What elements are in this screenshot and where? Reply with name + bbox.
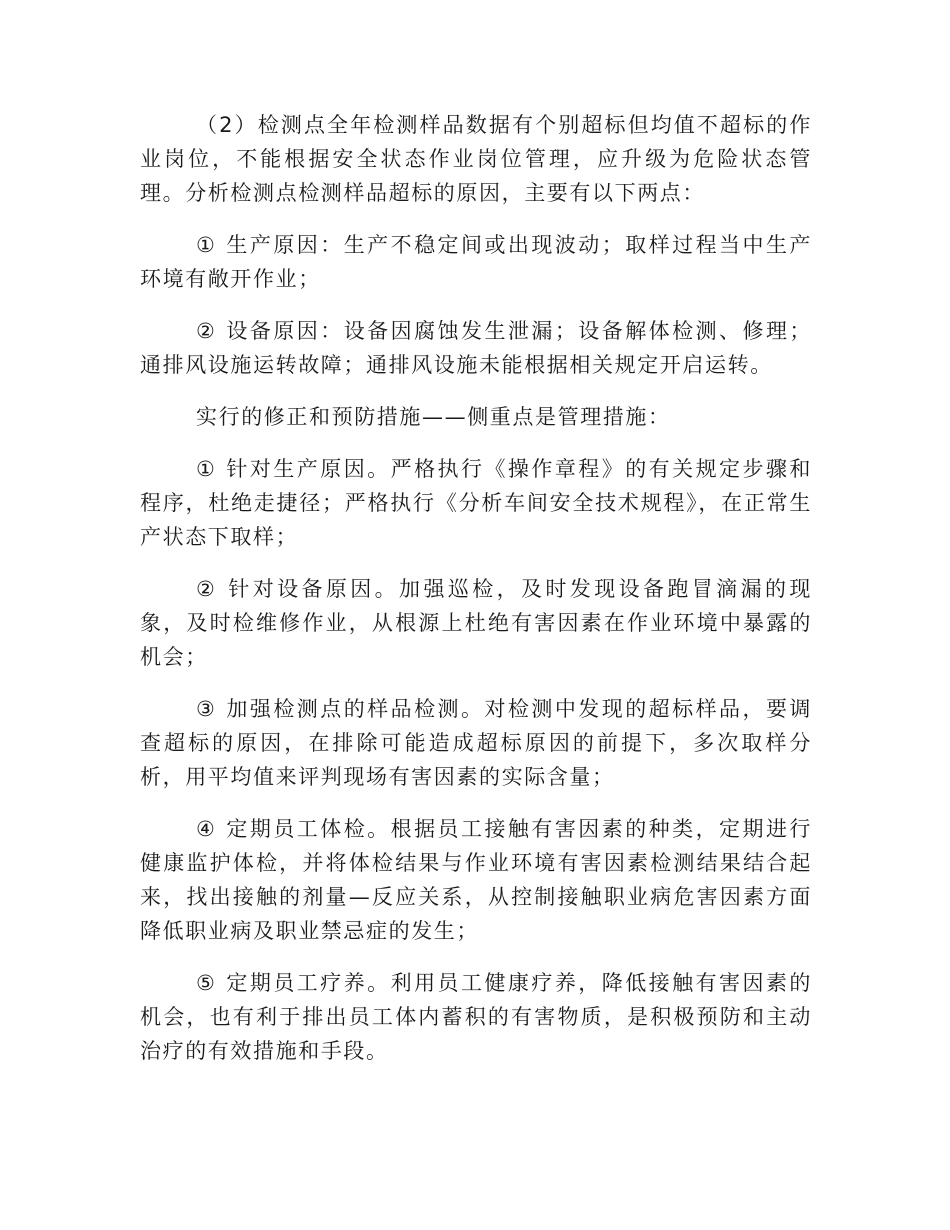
paragraph-production-cause: ① 生产原因：生产不稳定间或出现波动；取样过程当中生产环境有敞开作业； — [140, 233, 812, 291]
document-page — [140, 108, 812, 1086]
paragraph-measure-equipment: ② 针对设备原因。加强巡检，及时发现设备跑冒滴漏的现象，及时检维修作业，从根源上杜绝有害因素在作业环境中暴露的机会； — [140, 577, 812, 669]
paragraph-measure-production: ① 针对生产原因。严格执行《操作章程》的有关规定步骤和程序，杜绝走捷径；严格执行《分析车间安全技术规程》，在正常生产状态下取样； — [140, 457, 812, 549]
paragraph-measure-recuperation: ⑤ 定期员工疗养。利用员工健康疗养，降低接触有害因素的机会，也有利于排出员工体内蓄积的有害物质，是积极预防和主动治疗的有效措施和手段。 — [140, 971, 812, 1063]
paragraph-monitoring-exceed: （2）检测点全年检测样品数据有个别超标但均值不超标的作业岗位，不能根据安全状态作业岗位管理，应升级为危险状态管理。分析检测点检测样品超标的原因，主要有以下两点： — [140, 113, 812, 205]
paragraph-measures-heading: 实行的修正和预防措施——侧重点是管理措施： — [196, 405, 671, 429]
paragraph-measure-health-check: ④ 定期员工体检。根据员工接触有害因素的种类，定期进行健康监护体检，并将体检结果与作业环境有害因素检测结果结合起来，找出接触的剂量—反应关系，从控制接触职业病危害因素方面降低职业病及职业禁忌症的发生； — [140, 817, 812, 943]
paragraph-equipment-cause: ② 设备原因：设备因腐蚀发生泄漏；设备解体检测、修理；通排风设施运转故障；通排风设施未能根据相关规定开启运转。 — [140, 319, 812, 377]
paragraph-measure-sampling: ③ 加强检测点的样品检测。对检测中发现的超标样品，要调查超标的原因，在排除可能造成超标原因的前提下，多次取样分析，用平均值来评判现场有害因素的实际含量； — [140, 697, 812, 789]
